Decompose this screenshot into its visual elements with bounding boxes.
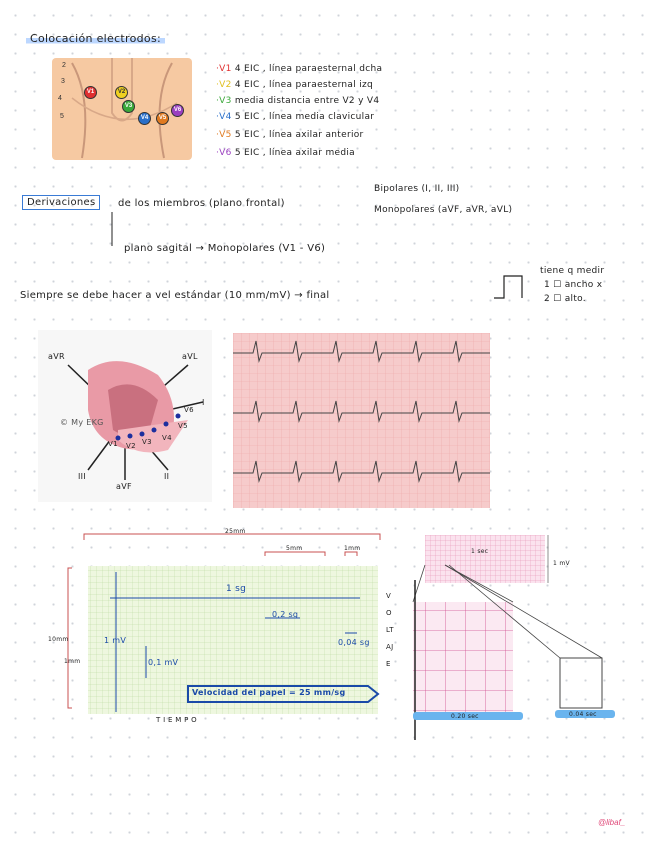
lead-v2: ·V2 4 EIC , línea paraesternal izq <box>216 80 374 90</box>
label-0-20sec: 0.20 sec <box>451 713 479 720</box>
axis-label: V4 <box>162 434 172 442</box>
page-title: Colocación electrodos: <box>26 32 165 45</box>
ecg-strip-figure <box>233 333 490 508</box>
lead-v5: ·V5 5 EIC , línea axilar anterior <box>216 130 364 140</box>
voltage-axis-label: VOLTAJE <box>386 592 394 668</box>
axis-label: V3 <box>142 438 152 446</box>
ecg-trace <box>233 333 490 508</box>
lead-v4: ·V4 5 EIC , línea media clavicular <box>216 112 375 122</box>
paper-speed-label: Velocidad del papel = 25 mm/sg <box>192 688 346 697</box>
label-25mm: 25mm <box>225 528 246 535</box>
axis-label: V5 <box>178 422 188 430</box>
time-axis-label: T I E M P O <box>156 716 197 724</box>
author-signature: @libaf_ <box>598 818 626 827</box>
label-1mv: 1 mV <box>104 636 127 645</box>
lead-v6: ·V6 5 EIC , línea axilar media <box>216 148 355 158</box>
calibration-note: tiene q medir <box>540 266 605 276</box>
calibration-note: 2 ☐ alto. <box>544 294 586 304</box>
label-1mv-zoom: 1 mV <box>553 560 570 567</box>
electrode-v6: V6 <box>171 104 184 117</box>
rib-label: 2 <box>62 62 66 69</box>
lead-v1: ·V1 4 EIC , línea paraesternal dcha <box>216 64 383 74</box>
lead-v3: ·V3 media distancia entre V2 y V4 <box>216 96 380 106</box>
chest-illustration <box>52 58 192 160</box>
rib-label: 5 <box>60 113 64 120</box>
sagittal-text: plano sagital → Monopolares (V1 - V6) <box>124 243 326 254</box>
electrode-v2: V2 <box>115 86 128 99</box>
axis-label: aVR <box>48 352 65 361</box>
calibration-text: Siempre se debe hacer a vel estándar (10 mm/mV) → final <box>20 290 330 301</box>
derivations-title: Derivaciones <box>22 195 100 210</box>
monopolar-text: Monopolares (aVF, aVR, aVL) <box>374 205 513 215</box>
electrode-v5: V5 <box>156 112 169 125</box>
axis-label: II <box>164 472 170 481</box>
label-0-2sg: 0,2 sg <box>272 610 299 619</box>
bipolar-text: Bipolares (I, II, III) <box>374 184 460 194</box>
label-1mm: 1mm <box>344 545 361 552</box>
ecg-paper-grid-figure <box>48 528 400 728</box>
rib-label: 4 <box>58 95 62 102</box>
label-10mm: 10mm <box>48 636 69 643</box>
calibration-note: 1 ☐ ancho x <box>544 280 603 290</box>
axis-label: aVF <box>116 482 132 491</box>
electrode-v3: V3 <box>122 100 135 113</box>
axis-label: V6 <box>184 406 194 414</box>
electrode-v1: V1 <box>84 86 97 99</box>
rib-label: 3 <box>61 78 65 85</box>
axis-label: V2 <box>126 442 136 450</box>
label-1sg: 1 sg <box>226 584 247 594</box>
limb-leads-text: de los miembros (plano frontal) <box>118 198 285 209</box>
grid-drawing <box>60 528 400 728</box>
calibration-pulse-icon <box>492 272 528 302</box>
heart-axis-figure <box>38 330 212 502</box>
axis-label: III <box>78 472 86 481</box>
axis-label: aVL <box>182 352 198 361</box>
electrode-v4: V4 <box>138 112 151 125</box>
axis-label: I <box>202 398 205 407</box>
watermark: © My EKG <box>60 418 104 427</box>
label-0-04sec: 0.04 sec <box>569 711 597 718</box>
ecg-zoom-figure <box>405 530 620 745</box>
label-0-04sg: 0,04 sg <box>338 638 370 647</box>
label-1sec: 1 sec <box>471 548 489 555</box>
label-1mm-left: 1mm <box>64 658 81 665</box>
axis-label: V1 <box>108 440 118 448</box>
label-5mm: 5mm <box>286 545 303 552</box>
label-0-1mv: 0,1 mV <box>148 658 179 667</box>
